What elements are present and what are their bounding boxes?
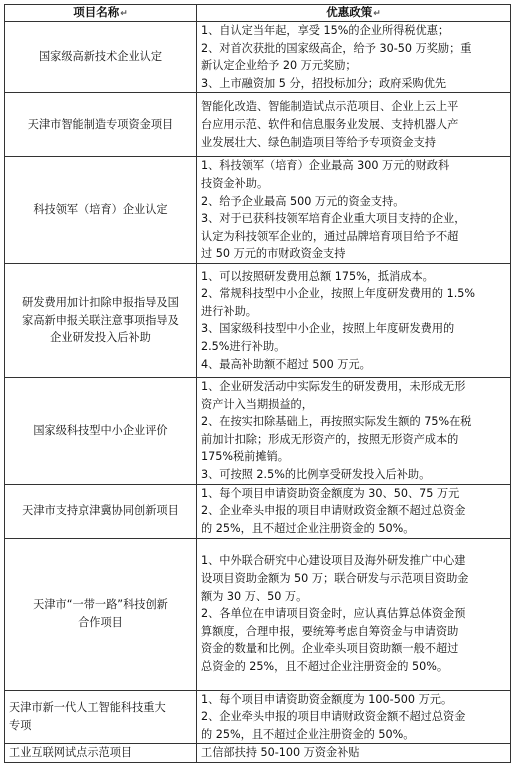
policy-line: 认定为科技领军企业的，通过品牌培育项目给予不超 <box>201 229 459 243</box>
policy-cell <box>197 484 511 538</box>
policy-line: 资金的数量和比例。企业牵头项目资助额一般不超过 <box>201 642 459 656</box>
project-name-line: 合作项目 <box>78 616 123 629</box>
policy-line: 总资金的 25%，且不超过企业注册资金的 50%。 <box>201 659 449 673</box>
policy-line: 3、国家级科技型中小企业，按照上年度研发费用的 <box>201 322 455 336</box>
project-name-line: 科技领军（培育）企业认定 <box>33 203 168 217</box>
project-name-line: 天津市“一带一路”科技创新 <box>33 598 168 612</box>
policy-line: 1、科技领军（培育）企业最高 300 万元的财政科 <box>201 159 450 173</box>
policy-line: 2、常规科技型中小企业，按照上年度研发费用的 1.5% <box>201 287 476 301</box>
policy-line: 的 25%，且不超过企业注册资金的 50%。 <box>201 727 415 741</box>
project-name-line: 天津市新一代人工智能科技重大 <box>9 701 166 715</box>
policy-line: 2、企业牵头申报的项目申请财政资金额不超过总资金 <box>201 504 466 518</box>
policy-line: 进行补助。 <box>201 304 257 318</box>
policy-line: 过 50 万元的市财政资金支持 <box>201 247 346 261</box>
project-name-line: 国家级科技型中小企业评价 <box>33 423 168 437</box>
policy-line: 2、在按实扣除基础上，再按照实际发生额的 75%在税 <box>201 415 472 429</box>
table-header-row <box>5 5 511 22</box>
project-name-cell <box>5 484 197 538</box>
policy-line: 资产计入当期损益的， <box>201 397 313 411</box>
project-name-cell <box>5 157 197 264</box>
table-row <box>5 93 511 157</box>
table-row <box>5 690 511 744</box>
policy-line: 4、最高补助额不超过 500 万元。 <box>201 357 371 371</box>
policy-line: 3、上市融资加 5 分，招投标加分；政府采购优先 <box>201 76 447 90</box>
policy-line: 1、可以按照研发费用总额 175%，抵消成本。 <box>201 269 434 283</box>
policy-line: 2、给予企业最高 500 万元的资金支持。 <box>201 194 405 208</box>
policy-line: 设项目资助金额为 50 万；联合研发与示范项目资助金 <box>201 572 469 586</box>
policy-table <box>4 4 511 763</box>
policy-line: 技资金补助。 <box>201 176 269 190</box>
policy-line: 1、每个项目申请资助资金额度为 30、50、75 万元 <box>201 486 460 500</box>
project-name-cell <box>5 263 197 377</box>
policy-line: 额为 30 万、50 万。 <box>201 589 308 603</box>
project-name-line: 天津市智能制造专项资金项目 <box>27 118 174 132</box>
table-row <box>5 377 511 484</box>
project-name-cell <box>5 690 197 744</box>
project-name-line: 企业研发投入后补助 <box>50 331 151 345</box>
policy-line: 算额度，合理申报，要统筹考虑自筹资金与申请资助 <box>201 624 459 638</box>
policy-cell <box>197 377 511 484</box>
table-row <box>5 22 511 93</box>
paragraph-mark: ↵ <box>373 9 381 19</box>
column-header-name <box>5 5 197 22</box>
paragraph-mark: ↵ <box>120 9 128 19</box>
policy-line: 的 25%，且不超过企业注册资金的 50%。 <box>201 521 415 535</box>
project-name-line: 国家级高新技术企业认定 <box>38 50 163 64</box>
project-name-line: 家高新申报关联注意事项指导及 <box>22 313 179 327</box>
policy-line: 前加计扣除；形成无形资产的，按照无形资产成本的 <box>201 432 459 446</box>
policy-cell <box>197 93 511 157</box>
column-header-policy <box>197 5 511 22</box>
policy-cell <box>197 538 511 690</box>
table-row <box>5 538 511 690</box>
policy-line: 业发展壮大、绿色制造项目等给予专项资金支持 <box>201 135 436 149</box>
policy-line: 台应用示范、软件和信息服务业发展、支持机器人产 <box>201 118 459 132</box>
policy-cell <box>197 263 511 377</box>
policy-cell <box>197 22 511 93</box>
project-name-line: 天津市支持京津冀协同创新项目 <box>22 504 179 518</box>
policy-line: 175%税前摊销。 <box>201 450 289 464</box>
policy-line: 1、自认定当年起，享受 15%的企业所得税优惠； <box>201 24 450 37</box>
column-header-name-text: 项目名称 <box>73 5 120 19</box>
project-name-line: 研发费用加计扣除申报指导及国 <box>22 296 179 310</box>
table-body <box>5 22 511 763</box>
policy-line: 2、对首次获批的国家级高企，给予 30-50 万奖励；重 <box>201 41 472 55</box>
policy-line: 1、企业研发活动中实际发生的研发费用，未形成无形 <box>201 379 466 393</box>
table-row <box>5 744 511 763</box>
policy-line: 2、各单位在申请项目资金时，应认真估算总体资金预 <box>201 607 466 621</box>
policy-line: 2.5%进行补助。 <box>201 340 286 354</box>
column-header-policy-text: 优惠政策 <box>326 5 373 19</box>
project-name-cell <box>5 93 197 157</box>
policy-line: 3、可按照 2.5%的比例享受研发投入后补助。 <box>201 467 431 481</box>
policy-cell <box>197 157 511 264</box>
policy-line: 新认定企业给予 20 万元奖励； <box>201 59 357 73</box>
project-name-cell <box>5 744 197 763</box>
project-name-line: 专项 <box>9 718 32 732</box>
table-row <box>5 157 511 264</box>
policy-cell <box>197 744 511 763</box>
policy-line: 智能化改造、智能制造试点示范项目、企业上云上平 <box>201 100 459 114</box>
project-name-line: 工业互联网试点示范项目 <box>9 746 133 760</box>
policy-cell <box>197 690 511 744</box>
policy-line: 1、中外联合研究中心建设项目及海外研发推广中心建 <box>201 554 466 568</box>
policy-line: 1、每个项目申请资助资金额度为 100-500 万元。 <box>201 692 453 706</box>
policy-line: 3、对于已获科技领军培育企业重大项目支持的企业， <box>201 212 466 226</box>
policy-line: 2、企业牵头申报的项目申请财政资金额不超过总资金 <box>201 710 466 724</box>
table-row <box>5 484 511 538</box>
project-name-cell <box>5 377 197 484</box>
table-row <box>5 263 511 377</box>
project-name-cell <box>5 22 197 93</box>
policy-line: 工信部扶持 50-100 万资金补贴 <box>201 746 360 760</box>
project-name-cell <box>5 538 197 690</box>
